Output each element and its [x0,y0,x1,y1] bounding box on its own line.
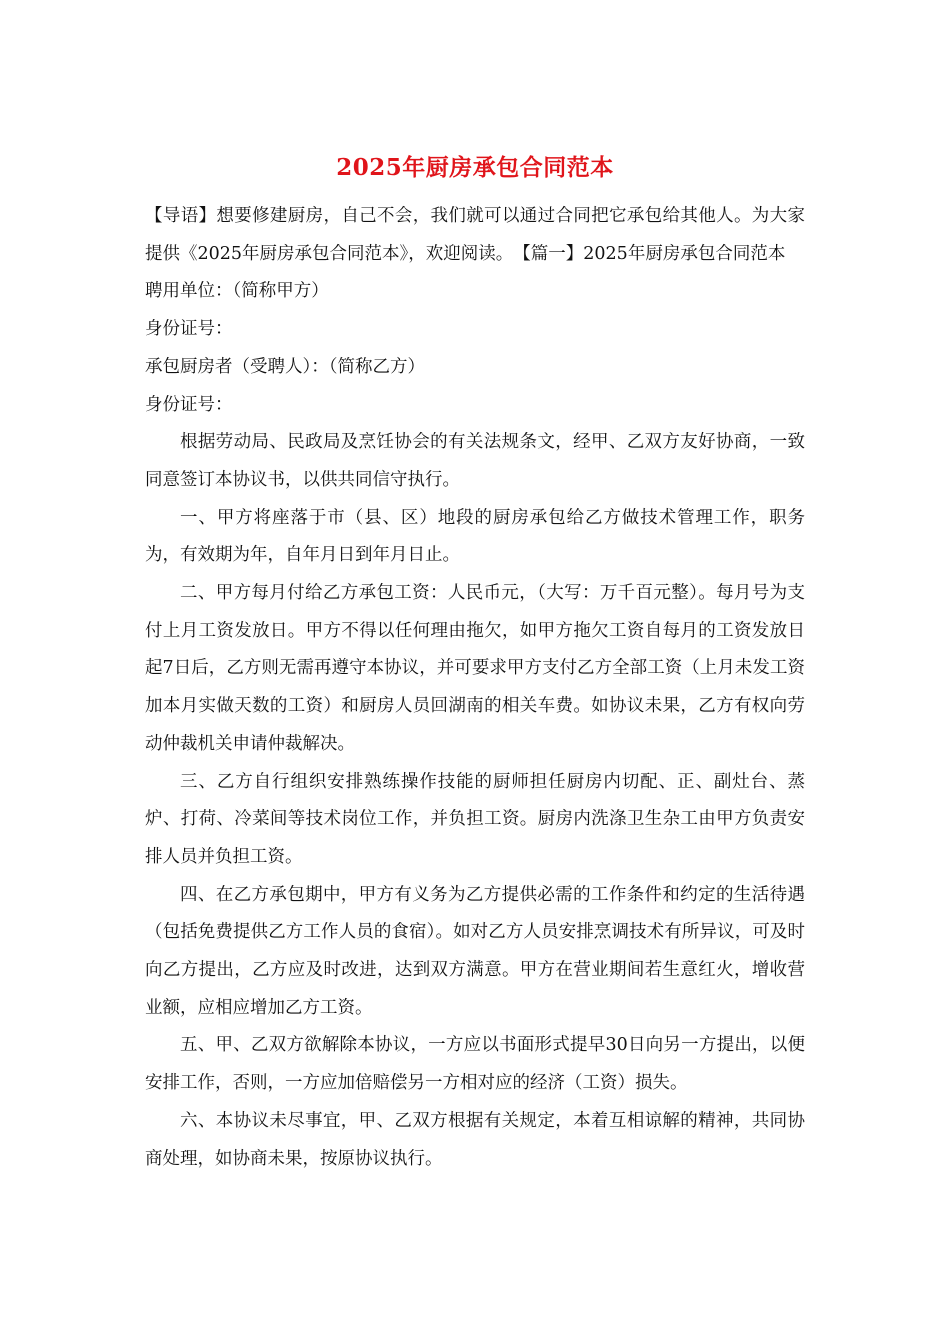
document-body [145,198,805,1178]
clause-4: 四、在乙方承包期中，甲方有义务为乙方提供必需的工作条件和约定的生活待遇（包括免费提供乙方工作人员的食宿）。如对乙方人员安排烹调技术有所异议，可及时向乙方提出，乙方应及时改进，达到双方满意。甲方在营业期间若生意红火，增收营业额，应相应增加乙方工资。 [145,884,805,1018]
clause-5: 五、甲、乙双方欲解除本协议，一方应以书面形式提早30日向另一方提出，以便安排工作，否则，一方应加倍赔偿另一方相对应的经济（工资）损失。 [145,1035,805,1094]
clause-2: 二、甲方每月付给乙方承包工资：人民币元，（大写：万千百元整）。每月号为支付上月工资发放日。甲方不得以任何理由拖欠，如甲方拖欠工资自每月的工资发放日起7日后，乙方则无需再遵守本协议，并可要求甲方支付乙方全部工资（上月未发工资加本月实做天数的工资）和厨房人员回湖南的相关车费。如协议未果，乙方有权向劳动仲裁机关申请仲裁解决。 [145,583,805,754]
contractor-line: 承包厨房者（受聘人）：（简称乙方） [145,356,425,377]
preamble-paragraph: 根据劳动局、民政局及烹饪协会的有关法规条文，经甲、乙双方友好协商，一致同意签订本协议书，以供共同信守执行。 [145,432,805,490]
document-title: 2025年厨房承包合同范本 [336,154,614,181]
contractor-id-line: 身份证号： [145,394,233,415]
intro-paragraph: 【导语】想要修建厨房，自己不会，我们就可以通过合同把它承包给其他人。为大家提供《2025年厨房承包合同范本》，欢迎阅读。 【篇一】2025年厨房承包合同范本 [145,206,805,264]
clause-6: 六、本协议未尽事宜，甲、乙双方根据有关规定，本着互相谅解的精神，共同协商处理，如协商未果，按原协议执行。 [145,1110,805,1169]
clause-1: 一、甲方将座落于市（县、区）地段的厨房承包给乙方做技术管理工作，职务为，有效期为年，自年月日到年月日止。 [145,507,805,566]
employer-id-line: 身份证号： [145,319,233,340]
clause-3: 三、乙方自行组织安排熟练操作技能的厨师担任厨房内切配、正、副灶台、蒸炉、打荷、冷菜间等技术岗位工作，并负担工资。厨房内洗涤卫生杂工由甲方负责安排人员并负担工资。 [145,771,805,867]
employer-unit-line: 聘用单位：（简称甲方） [145,281,329,302]
